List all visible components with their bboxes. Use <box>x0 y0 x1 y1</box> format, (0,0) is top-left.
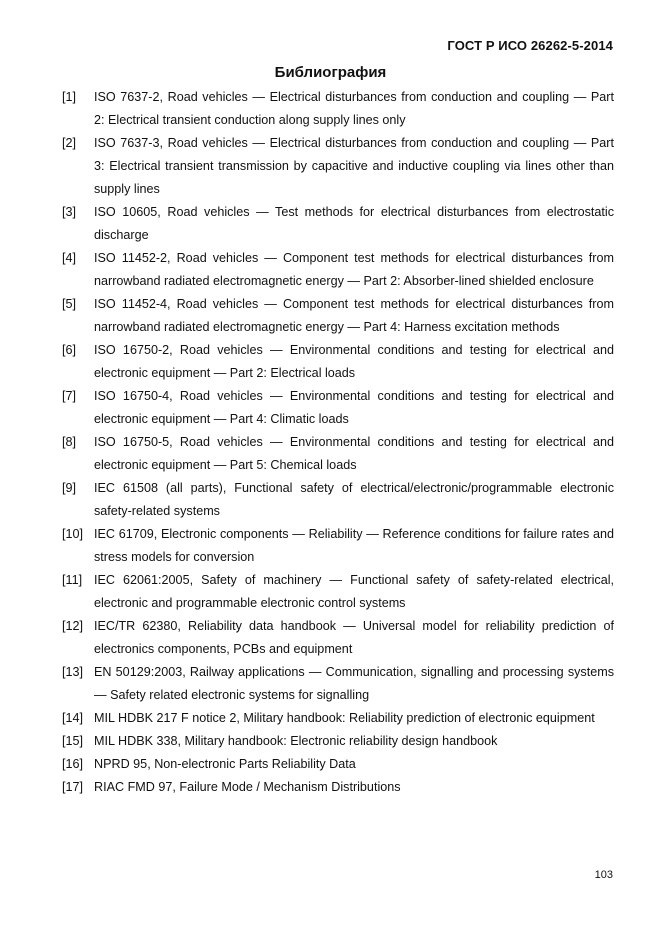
entry-number: [4] <box>62 251 77 265</box>
entry-text: ISO 16750-2, Road vehicles — Environmental conditions and testing for electrical and electronic equipment — Part 2: Electrical loads <box>94 343 614 380</box>
bibliography-entry <box>62 615 614 661</box>
entry-number: [12] <box>62 619 84 633</box>
bibliography-entry <box>62 523 614 569</box>
entry-text: ISO 16750-5, Road vehicles — Environmental conditions and testing for electrical and electronic equipment — Part 5: Chemical loads <box>94 435 614 472</box>
bibliography-entry <box>62 385 614 431</box>
entry-text: IEC 61709, Electronic components — Reliability — Reference conditions for failure rates and stress models for conversion <box>94 527 614 564</box>
bibliography-entry <box>62 776 614 799</box>
bibliography-entry <box>62 86 614 132</box>
entry-number: [9] <box>62 481 77 495</box>
bibliography-entry <box>62 201 614 247</box>
entry-text: ISO 7637-3, Road vehicles — Electrical disturbances from conduction and coupling — Part 3: Electrical transient transmission by capacitive and inductive coupling via lines other than supply lines <box>94 136 614 196</box>
entry-text: ISO 11452-2, Road vehicles — Component test methods for electrical disturbances from narrowband radiated electromagnetic energy — Part 2: Absorber-lined shielded enclosure <box>94 251 614 288</box>
entry-number: [7] <box>62 389 77 403</box>
bibliography-entry <box>62 339 614 385</box>
entry-text: IEC 61508 (all parts), Functional safety of electrical/electronic/programmable electronic safety-related systems <box>94 481 614 518</box>
entry-number: [17] <box>62 780 84 794</box>
entry-number: [8] <box>62 435 77 449</box>
bibliography-entry <box>62 477 614 523</box>
entry-number: [14] <box>62 711 84 725</box>
entry-text: IEC/TR 62380, Reliability data handbook — Universal model for reliability prediction of electronics components, PCBs and equipment <box>94 619 614 656</box>
entry-number: [1] <box>62 90 77 104</box>
entry-number: [5] <box>62 297 77 311</box>
entry-text: MIL HDBK 338, Military handbook: Electronic reliability design handbook <box>94 734 498 748</box>
entry-text: EN 50129:2003, Railway applications — Communication, signalling and processing systems — Safety related electronic systems for signalling <box>94 665 614 702</box>
page-number: 103 <box>594 869 613 881</box>
entry-number: [15] <box>62 734 84 748</box>
bibliography-entry <box>62 707 614 730</box>
entry-number: [11] <box>62 573 83 587</box>
entry-text: MIL HDBK 217 F notice 2, Military handbook: Reliability prediction of electronic equipment <box>94 711 595 725</box>
bibliography-entry <box>62 661 614 707</box>
entry-number: [6] <box>62 343 77 357</box>
bibliography-entry <box>62 132 614 201</box>
entry-text: ISO 7637-2, Road vehicles — Electrical disturbances from conduction and coupling — Part 2: Electrical transient conduction along supply lines only <box>94 90 614 127</box>
entry-text: RIAC FMD 97, Failure Mode / Mechanism Distributions <box>94 780 401 794</box>
entry-text: ISO 10605, Road vehicles — Test methods for electrical disturbances from electrostatic discharge <box>94 205 614 242</box>
entry-text: NPRD 95, Non-electronic Parts Reliability Data <box>94 757 356 771</box>
bibliography-entry <box>62 730 614 753</box>
standard-code-header: ГОСТ Р ИСО 26262-5-2014 <box>447 38 613 53</box>
entry-text: ISO 11452-4, Road vehicles — Component test methods for electrical disturbances from narrowband radiated electromagnetic energy — Part 4: Harness excitation methods <box>94 297 614 334</box>
bibliography-entry <box>62 247 614 293</box>
entry-number: [13] <box>62 665 84 679</box>
entry-text: IEC 62061:2005, Safety of machinery — Functional safety of safety-related electrical, electronic and programmable electronic control systems <box>94 573 614 610</box>
entry-number: [16] <box>62 757 84 771</box>
bibliography-entry <box>62 569 614 615</box>
page-title: Библиография <box>274 64 387 81</box>
bibliography-entry <box>62 293 614 339</box>
bibliography-entry <box>62 431 614 477</box>
bibliography-entry <box>62 753 614 776</box>
entry-number: [3] <box>62 205 77 219</box>
entry-number: [2] <box>62 136 77 150</box>
entry-number: [10] <box>62 527 84 541</box>
entry-text: ISO 16750-4, Road vehicles — Environmental conditions and testing for electrical and electronic equipment — Part 4: Climatic loads <box>94 389 614 426</box>
bibliography-list <box>62 86 614 799</box>
